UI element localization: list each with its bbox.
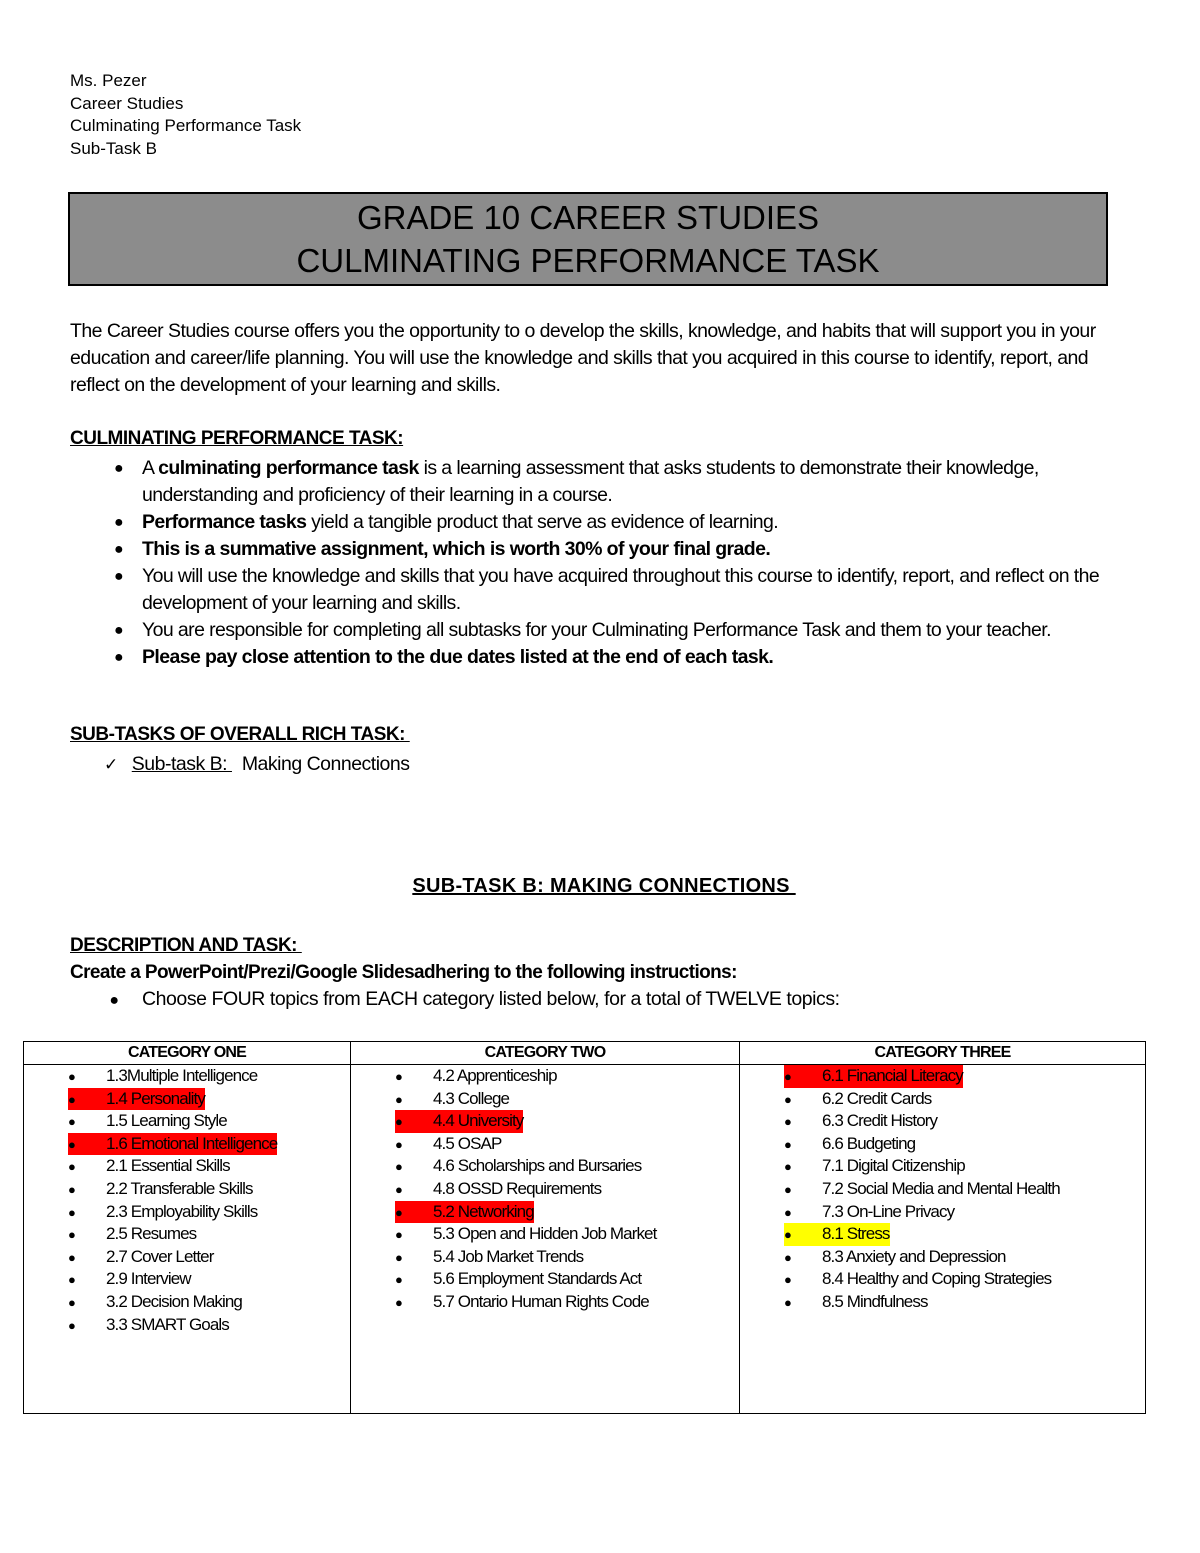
topic-item [740, 1246, 1145, 1269]
topic-label: 1.6 Emotional Intelligence [106, 1133, 278, 1153]
topic-item [740, 1065, 1145, 1088]
topic-item [740, 1110, 1145, 1133]
teacher-name: Ms. Pezer [70, 71, 147, 90]
topic-label: 6.2 Credit Cards [822, 1088, 932, 1108]
cpt-bullet-text: A [142, 457, 159, 479]
topic-item [740, 1133, 1145, 1156]
topic-label: 6.1 Financial Literacy [822, 1066, 963, 1085]
create-instruction: Create a PowerPoint/Prezi/Google Slidesadhering to the following instructions: [70, 962, 737, 983]
bullet-icon: ● [68, 1181, 75, 1197]
topic-item [24, 1268, 350, 1291]
category-two-cell [351, 1065, 740, 1414]
topic-label: 4.5 OSAP [433, 1133, 502, 1153]
topic-label: 8.5 Mindfulness [822, 1291, 928, 1311]
bullet-icon: ● [395, 1249, 402, 1265]
cpt-heading: CULMINATING PERFORMANCE TASK: [70, 428, 404, 449]
bullet-icon: ● [784, 1294, 791, 1310]
category-one-header: CATEGORY ONE [24, 1042, 351, 1065]
bullet-icon: ● [784, 1114, 791, 1130]
bullet-icon: ● [784, 1136, 791, 1152]
topic-item [24, 1314, 350, 1337]
bullet-icon: ● [114, 460, 124, 477]
bullet-icon: ● [109, 992, 119, 1009]
choose-instruction [70, 988, 840, 1011]
topic-label: 1.4 Personality [106, 1088, 205, 1108]
bullet-icon: ● [395, 1294, 402, 1310]
title-banner [68, 192, 1108, 286]
cpt-bullet-item [70, 617, 1130, 644]
topic-label: 3.2 Decision Making [106, 1291, 242, 1311]
topic-item [740, 1155, 1145, 1178]
category-two-topics [351, 1065, 739, 1314]
cpt-bullet-text: is a learning assessment that asks students to demonstrate their knowledge, understanding and proficiency of their learning in a course. [142, 457, 1039, 506]
table-body-row [24, 1065, 1146, 1414]
topic-item [351, 1065, 739, 1088]
topic-item [351, 1110, 739, 1133]
cpt-bullet-text: This is a summative assignment, which is worth 30% of your final grade. [142, 538, 771, 560]
topic-label: 4.6 Scholarships and Bursaries [433, 1156, 642, 1176]
course-name: Career Studies [70, 93, 184, 113]
category-one-cell [24, 1065, 351, 1414]
bullet-icon: ● [784, 1159, 791, 1175]
topic-label: 7.2 Social Media and Mental Health [822, 1178, 1060, 1198]
topic-item [24, 1201, 350, 1224]
bullet-icon: ● [784, 1181, 791, 1197]
topic-label: 5.3 Open and Hidden Job Market [433, 1224, 657, 1244]
bullet-icon: ● [395, 1091, 402, 1107]
bullet-icon: ● [68, 1294, 75, 1310]
topic-label: 5.4 Job Market Trends [433, 1246, 584, 1266]
category-three-topics [740, 1065, 1145, 1314]
topic-label: 2.5 Resumes [106, 1224, 197, 1244]
bullet-icon: ● [68, 1136, 75, 1152]
bullet-icon: ● [68, 1249, 75, 1265]
topic-item [24, 1155, 350, 1178]
topic-label: 1.5 Learning Style [106, 1111, 227, 1131]
bullet-icon: ● [395, 1114, 402, 1130]
bullet-icon: ● [395, 1227, 402, 1243]
topic-item [24, 1223, 350, 1246]
cpt-bullet-text: culminating performance task [158, 457, 419, 479]
bullet-icon: ● [114, 541, 124, 558]
table-header-row [24, 1042, 1146, 1065]
bullet-icon: ● [784, 1091, 791, 1107]
cpt-bullet-text: Please pay close attention to the due dates listed at the end of each task. [142, 646, 774, 668]
topic-label: 2.2 Transferable Skills [106, 1178, 253, 1198]
topic-item [351, 1291, 739, 1314]
cpt-bullet-list [70, 455, 1130, 671]
category-three-cell [740, 1065, 1146, 1414]
topic-item [351, 1133, 739, 1156]
bullet-icon: ● [395, 1204, 402, 1220]
topic-item [351, 1178, 739, 1201]
topic-item [740, 1291, 1145, 1314]
bullet-icon: ● [68, 1227, 75, 1243]
title-line-1: GRADE 10 CAREER STUDIES [356, 199, 820, 236]
subtask-name: Sub-Task B [70, 138, 157, 158]
topic-item [740, 1201, 1145, 1224]
cpt-bullet-item [70, 455, 1130, 509]
bullet-icon: ● [784, 1069, 791, 1084]
topic-item [351, 1246, 739, 1269]
subtask-list-item [104, 751, 410, 779]
topic-item [24, 1133, 350, 1156]
bullet-icon: ● [395, 1181, 402, 1197]
topic-item [24, 1291, 350, 1314]
topic-item [24, 1065, 350, 1088]
subtask-b-heading: SUB-TASK B: MAKING CONNECTIONS [412, 875, 796, 897]
topic-item [24, 1088, 350, 1111]
bullet-icon: ● [68, 1204, 75, 1220]
topic-item [24, 1110, 350, 1133]
topic-label: 2.1 Essential Skills [106, 1156, 230, 1176]
topic-item [740, 1223, 1145, 1246]
cpt-bullet-item [70, 509, 1130, 536]
bullet-icon: ● [68, 1069, 75, 1084]
bullet-icon: ● [114, 622, 124, 639]
bullet-icon: ● [784, 1249, 791, 1265]
bullet-icon: ● [784, 1227, 791, 1243]
intro-paragraph: The Career Studies course offers you the opportunity to o develop the skills, knowledge, and habits that will support you in your education and career/life planning. You will use the knowledge and skills that you acquired in this course to identify, report, and reflect on the development of your learning and skills. [70, 320, 1096, 396]
topic-item [740, 1178, 1145, 1201]
cpt-bullet-text: yield a tangible product that serve as evidence of learning. [306, 511, 779, 533]
checkmark-icon: ✓ [104, 755, 118, 775]
topic-label: 5.6 Employment Standards Act [433, 1269, 642, 1289]
cpt-bullet-item [70, 536, 1130, 563]
topic-label: 6.3 Credit History [822, 1111, 938, 1131]
topic-label: 4.8 OSSD Requirements [433, 1178, 602, 1198]
bullet-icon: ● [784, 1204, 791, 1220]
cpt-bullet-text: You will use the knowledge and skills that you have acquired throughout this course to identify, report, and reflect on the development of your learning and skills. [142, 565, 1100, 614]
topic-label: 5.7 Ontario Human Rights Code [433, 1291, 649, 1311]
topic-label: 2.9 Interview [106, 1269, 191, 1289]
topic-item [351, 1223, 739, 1246]
bullet-icon: ● [395, 1136, 402, 1152]
subtasks-heading: SUB-TASKS OF OVERALL RICH TASK: [70, 724, 410, 745]
category-one-topics [24, 1065, 350, 1336]
topic-item [351, 1088, 739, 1111]
topic-item [740, 1268, 1145, 1291]
topic-label: 2.7 Cover Letter [106, 1246, 214, 1266]
topic-label: 8.1 Stress [822, 1224, 890, 1244]
topic-label: 7.3 On-Line Privacy [822, 1201, 955, 1221]
choose-instruction-text: Choose FOUR topics from EACH category listed below, for a total of TWELVE topics: [142, 988, 840, 1010]
document-header [70, 70, 301, 160]
topic-item [24, 1178, 350, 1201]
topic-label: 2.3 Employability Skills [106, 1201, 258, 1221]
topic-label: 1.3Multiple Intelligence [106, 1066, 258, 1085]
description-heading: DESCRIPTION AND TASK: [70, 935, 302, 956]
categories-table [23, 1041, 1146, 1414]
topic-label: 8.3 Anxiety and Depression [822, 1246, 1006, 1266]
cpt-bullet-item [70, 644, 1130, 671]
topic-item [740, 1088, 1145, 1111]
bullet-icon: ● [395, 1159, 402, 1175]
category-three-header: CATEGORY THREE [740, 1042, 1146, 1065]
topic-item [24, 1246, 350, 1269]
topic-item [351, 1155, 739, 1178]
topic-item [351, 1268, 739, 1291]
topic-item [351, 1201, 739, 1224]
bullet-icon: ● [68, 1159, 75, 1175]
topic-label: 5.2 Networking [433, 1201, 534, 1221]
bullet-icon: ● [68, 1114, 75, 1130]
title-line-2: CULMINATING PERFORMANCE TASK [296, 242, 880, 279]
bullet-icon: ● [68, 1091, 75, 1107]
subtask-item-label: Sub-task B: [131, 753, 232, 775]
bullet-icon: ● [68, 1317, 75, 1333]
topic-label: 6.6 Budgeting [822, 1133, 916, 1153]
task-name: Culminating Performance Task [70, 116, 302, 135]
bullet-icon: ● [395, 1272, 402, 1288]
bullet-icon: ● [114, 568, 124, 585]
topic-label: 4.3 College [433, 1088, 510, 1108]
bullet-icon: ● [395, 1069, 402, 1084]
topic-label: 8.4 Healthy and Coping Strategies [822, 1269, 1052, 1289]
cpt-bullet-text: You are responsible for completing all subtasks for your Culminating Performance Task and them to your teacher. [142, 619, 1051, 641]
topic-label: 4.4 University [433, 1111, 524, 1131]
subtask-item-text: Making Connections [241, 753, 410, 775]
cpt-bullet-text: Performance tasks [142, 511, 307, 533]
topic-label: 4.2 Apprenticeship [433, 1066, 557, 1085]
bullet-icon: ● [784, 1272, 791, 1288]
topic-label: 7.1 Digital Citizenship [822, 1156, 965, 1176]
topic-label: 3.3 SMART Goals [106, 1314, 229, 1334]
cpt-bullet-item [70, 563, 1130, 617]
bullet-icon: ● [68, 1272, 75, 1288]
bullet-icon: ● [114, 514, 124, 531]
bullet-icon: ● [114, 649, 124, 666]
category-two-header: CATEGORY TWO [351, 1042, 740, 1065]
